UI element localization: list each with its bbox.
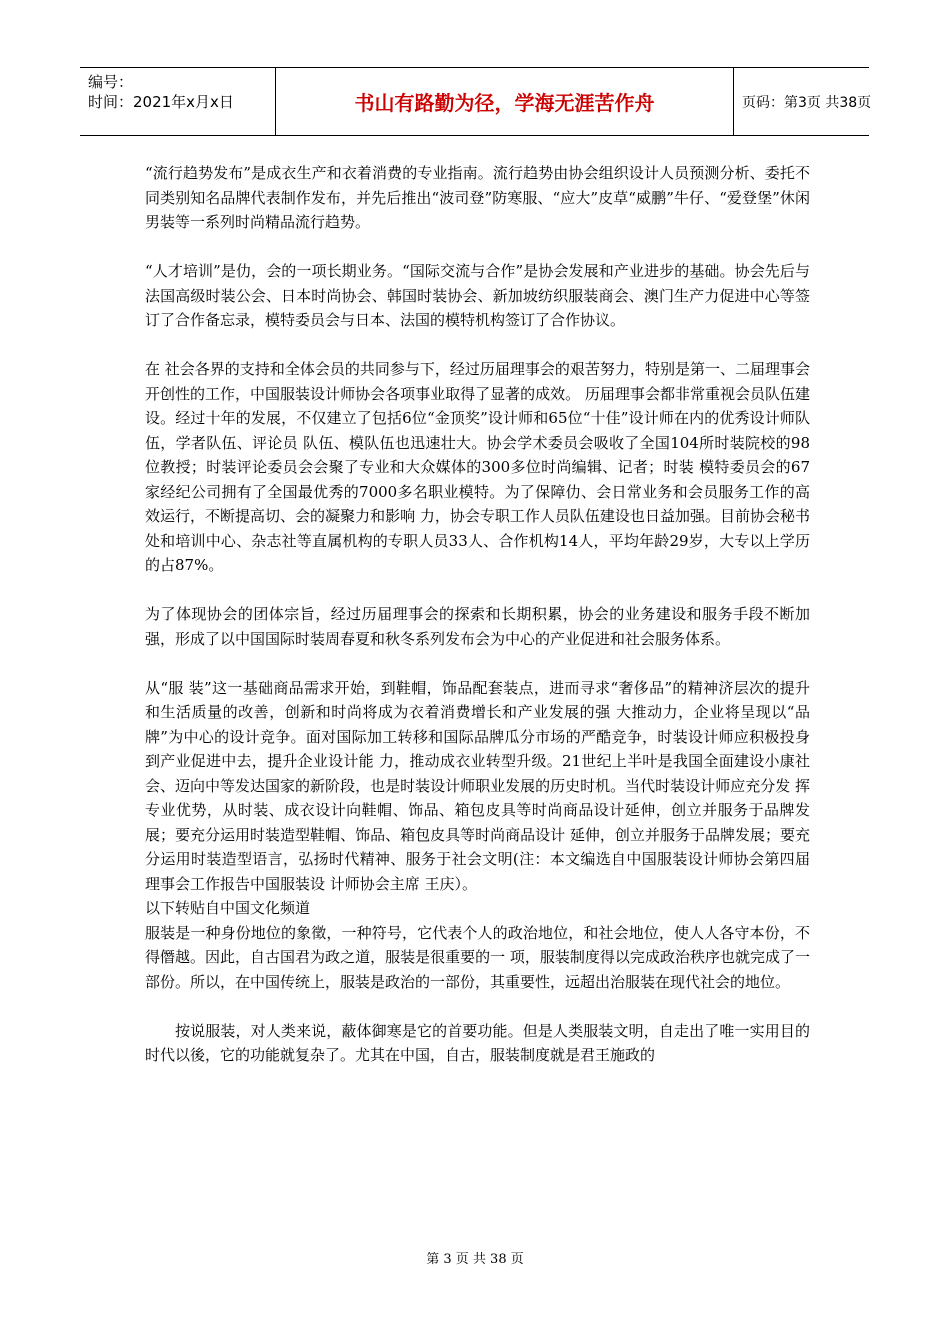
header-page-number: 页码：第3页 共38页 (742, 94, 872, 111)
document-body (145, 161, 810, 1092)
header-meta (80, 68, 276, 135)
header-motto: 书山有路勤为径，学海无涯苦作舟 (276, 68, 734, 135)
page-footer: 第 3 页 共 38 页 (426, 1252, 524, 1267)
paragraph-clothing-function: 按说服装，对人类来说，蔽体御寒是它的首要功能。但是人类服装文明，自走出了唯一实用目的时代以後，它的功能就复杂了。尤其在中国，自古，服装制度就是君王施政的 (145, 1021, 810, 1064)
paragraph-achievements: 在 社会各界的支持和全体会员的共同参与下，经过历届理事会的艰苦努力，特别是第一、二届理事会开创性的工作，中国服装设计师协会各项事业取得了显著的成效。 历届理事会都非常重视会员队伍建设。经过十年的发展，不仅建立了包括6位“金顶奖”设计师和65位“十佳”设计师在内的优秀设计师队伍，学者队伍、评论员 队伍、模队伍也迅速壮大。协会学术委员会吸收了全国104所时装院校的98位教授；时装评论委员会会聚了专业和大众媒体的300多位时尚编辑、记者；时装 模特委员会的67家经纪公司拥有了全国最优秀的7000多名职业模特。为了保障仂、会日常业务和会员服务工作的高效运行，不断提高切、会的凝聚力和影响 力，协会专职工作人员队伍建设也日益加强。目前协会秘书处和培训中心、杂志社等直属机构的专职人员33人、合作机构14人，平均年龄29岁，大专以上学历的占87%。 (145, 360, 810, 574)
doc-number-label: 编号： (88, 73, 134, 91)
paragraph-trend-release: “流行趋势发布”是成衣生产和衣着消费的专业指南。流行趋势由协会组织设计人员预测分析、委托不同类别知名品牌代表制作发布，并先后推出“波司登”防寒服、“应大”皮草“威鹏”牛仔、“爱登堡”休闲男装等一系列时尚精品流行趋势。 (145, 164, 810, 231)
paragraph-repost-note: 以下转贴自中国文化频道 (145, 899, 311, 917)
paragraph-service-system: 为了体现协会的团体宗旨，经过历届理事会的探索和长期积累，协会的业务建设和服务手段不断加强，形成了以中国国际时装周春夏和秋冬系列发布会为中心的产业促进和社会服务体系。 (145, 605, 810, 648)
doc-time-label: 时间：2021年x月x日 (88, 93, 234, 111)
paragraph-design-competition: 从“服 装”这一基础商品需求开始，到鞋帽，饰品配套装点，进而寻求“奢侈品”的精神济层次的提升和生活质量的改善，创新和时尚将成为衣着消费增长和产业发展的强 大推动力，企业将呈现以“品牌”为中心的设计竞争。面对国际加工转移和国际品牌瓜分市场的严酷竞争，时装设计师应积极投身到产业促进中去，提升企业设计能 力，推动成衣业转型升级。21世纪上半叶是我国全面建设小康社会、迈向中等发达国家的新阶段，也是时装设计师职业发展的历史时机。当代时装设计师应充分发 挥专业优势，从时装、成衣设计向鞋帽、饰品、箱包皮具等时尚商品设计延伸，创立并服务于品牌发展；要充分运用时装造型鞋帽、饰品、箱包皮具等时尚商品设计 延伸，创立并服务于品牌发展；要充分运用时装造型语言，弘扬时代精神、服务于社会文明(注：本文编选自中国服装设计师协会第四届理事会工作报告中国服装设 计师协会主席 王庆）。 (145, 678, 810, 893)
paragraph-clothing-symbol: 服装是一种身份地位的象徵，一种符号，它代表个人的政治地位，和社会地位，使人人各守本份，不得僭越。因此，自古国君为政之道，服装是很重要的一 项，服装制度得以完成政治秩序也就完成了一部份。所以，在中国传统上，服装是政治的一部份，其重要性，远超出治服装在现代社会的地位。 (145, 923, 810, 991)
page-header (80, 67, 872, 136)
paragraph-talent-training: “人才培训”是仂，会的一项长期业务。“国际交流与合作”是协会发展和产业进步的基础。协会先后与法国高级时装公会、日本时尚协会、韩国时装协会、新加坡纺织服装商会、澳门生产力促进中心等签订了合作备忘录，模特委员会与日本、法国的模特机构签订了合作协议。 (145, 262, 810, 329)
